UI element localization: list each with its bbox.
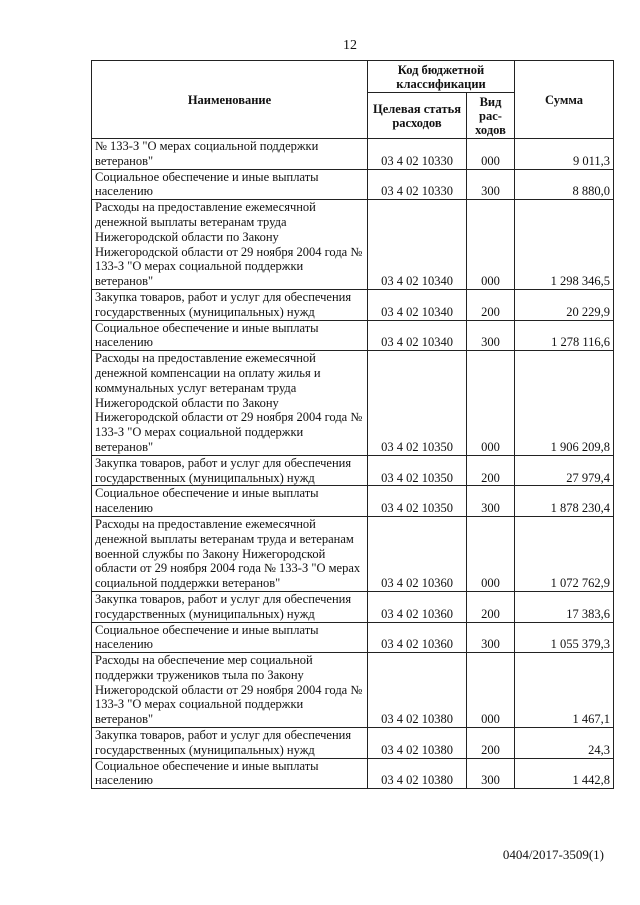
row-name: Социальное обеспечение и иные выплаты населению xyxy=(92,169,368,200)
table-row xyxy=(92,455,614,486)
row-type: 300 xyxy=(467,320,515,351)
table-row xyxy=(92,289,614,320)
document-id: 0404/2017-3509(1) xyxy=(502,847,604,862)
header-amount: Сумма xyxy=(515,61,614,139)
row-type: 200 xyxy=(467,591,515,622)
row-name: Закупка товаров, работ и услуг для обеспечения государственных (муниципальных) нужд xyxy=(92,591,368,622)
row-sum: 1 298 346,5 xyxy=(515,200,614,290)
row-type: 200 xyxy=(467,455,515,486)
row-type: 000 xyxy=(467,139,515,170)
row-name: Социальное обеспечение и иные выплаты населению xyxy=(92,320,368,351)
row-name: Социальное обеспечение и иные выплаты населению xyxy=(92,622,368,653)
row-sum: 1 878 230,4 xyxy=(515,486,614,517)
table-row xyxy=(92,169,614,200)
row-sum: 1 278 116,6 xyxy=(515,320,614,351)
row-code: 03 4 02 10340 xyxy=(368,289,467,320)
table-row xyxy=(92,728,614,759)
row-type: 000 xyxy=(467,516,515,591)
row-type: 300 xyxy=(467,169,515,200)
row-type: 000 xyxy=(467,351,515,456)
row-sum: 1 467,1 xyxy=(515,653,614,728)
header-budget-code: Код бюджетной классификации xyxy=(368,61,515,93)
row-name: Социальное обеспечение и иные выплаты населению xyxy=(92,486,368,517)
row-name: Закупка товаров, работ и услуг для обеспечения государственных (муниципальных) нужд xyxy=(92,728,368,759)
table-row xyxy=(92,591,614,622)
row-sum: 9 011,3 xyxy=(515,139,614,170)
table-row xyxy=(92,486,614,517)
header-expense-type: Вид рас-ходов xyxy=(467,93,515,139)
row-sum: 1 055 379,3 xyxy=(515,622,614,653)
row-code: 03 4 02 10340 xyxy=(368,320,467,351)
table-row xyxy=(92,351,614,456)
row-sum: 27 979,4 xyxy=(515,455,614,486)
row-name: Расходы на предоставление ежемесячной денежной выплаты ветеранам труда и ветеранам военной службы по Закону Нижегородской области от 29 ноября 2004 года № 133-З "О мерах социальной поддержки ветеранов" xyxy=(92,516,368,591)
row-type: 300 xyxy=(467,486,515,517)
row-type: 300 xyxy=(467,622,515,653)
header-name: Наименование xyxy=(92,61,368,139)
table-row xyxy=(92,516,614,591)
row-type: 000 xyxy=(467,200,515,290)
row-name: Расходы на предоставление ежемесячной денежной выплаты ветеранам труда Нижегородской области по Закону Нижегородской области от 29 ноября 2004 года № 133-З "О мерах социальной поддержки ветеранов" xyxy=(92,200,368,290)
row-code: 03 4 02 10350 xyxy=(368,486,467,517)
row-sum: 8 880,0 xyxy=(515,169,614,200)
row-name: Закупка товаров, работ и услуг для обеспечения государственных (муниципальных) нужд xyxy=(92,289,368,320)
table-row xyxy=(92,653,614,728)
page-number: 12 xyxy=(343,38,357,53)
row-sum: 1 442,8 xyxy=(515,758,614,789)
row-sum: 17 383,6 xyxy=(515,591,614,622)
row-code: 03 4 02 10360 xyxy=(368,516,467,591)
row-sum: 1 906 209,8 xyxy=(515,351,614,456)
row-code: 03 4 02 10360 xyxy=(368,591,467,622)
table-body xyxy=(92,139,614,789)
row-name: Расходы на предоставление ежемесячной денежной компенсации на оплату жилья и коммунальных услуг ветеранам труда Нижегородской области по Закону Нижегородской области от 29 ноября 2004 года № 133-З "О мерах социальной поддержки ветеранов" xyxy=(92,351,368,456)
row-type: 300 xyxy=(467,758,515,789)
table-row xyxy=(92,622,614,653)
row-code: 03 4 02 10330 xyxy=(368,169,467,200)
row-code: 03 4 02 10350 xyxy=(368,351,467,456)
row-code: 03 4 02 10380 xyxy=(368,653,467,728)
row-name: № 133-З "О мерах социальной поддержки ветеранов" xyxy=(92,139,368,170)
table-row xyxy=(92,139,614,170)
row-type: 200 xyxy=(467,289,515,320)
row-name: Закупка товаров, работ и услуг для обеспечения государственных (муниципальных) нужд xyxy=(92,455,368,486)
row-code: 03 4 02 10360 xyxy=(368,622,467,653)
header-target-article: Целевая статья расходов xyxy=(368,93,467,139)
row-sum: 1 072 762,9 xyxy=(515,516,614,591)
row-name: Социальное обеспечение и иные выплаты населению xyxy=(92,758,368,789)
table-row xyxy=(92,758,614,789)
row-code: 03 4 02 10380 xyxy=(368,728,467,759)
row-code: 03 4 02 10350 xyxy=(368,455,467,486)
row-type: 200 xyxy=(467,728,515,759)
row-sum: 20 229,9 xyxy=(515,289,614,320)
table-row xyxy=(92,200,614,290)
row-type: 000 xyxy=(467,653,515,728)
budget-table xyxy=(91,60,614,789)
row-name: Расходы на обеспечение мер социальной поддержки тружеников тыла по Закону Нижегородской области от 29 ноября 2004 года № 133-З "О мерах социальной поддержки ветеранов" xyxy=(92,653,368,728)
row-code: 03 4 02 10330 xyxy=(368,139,467,170)
row-sum: 24,3 xyxy=(515,728,614,759)
row-code: 03 4 02 10340 xyxy=(368,200,467,290)
row-code: 03 4 02 10380 xyxy=(368,758,467,789)
table-row xyxy=(92,320,614,351)
